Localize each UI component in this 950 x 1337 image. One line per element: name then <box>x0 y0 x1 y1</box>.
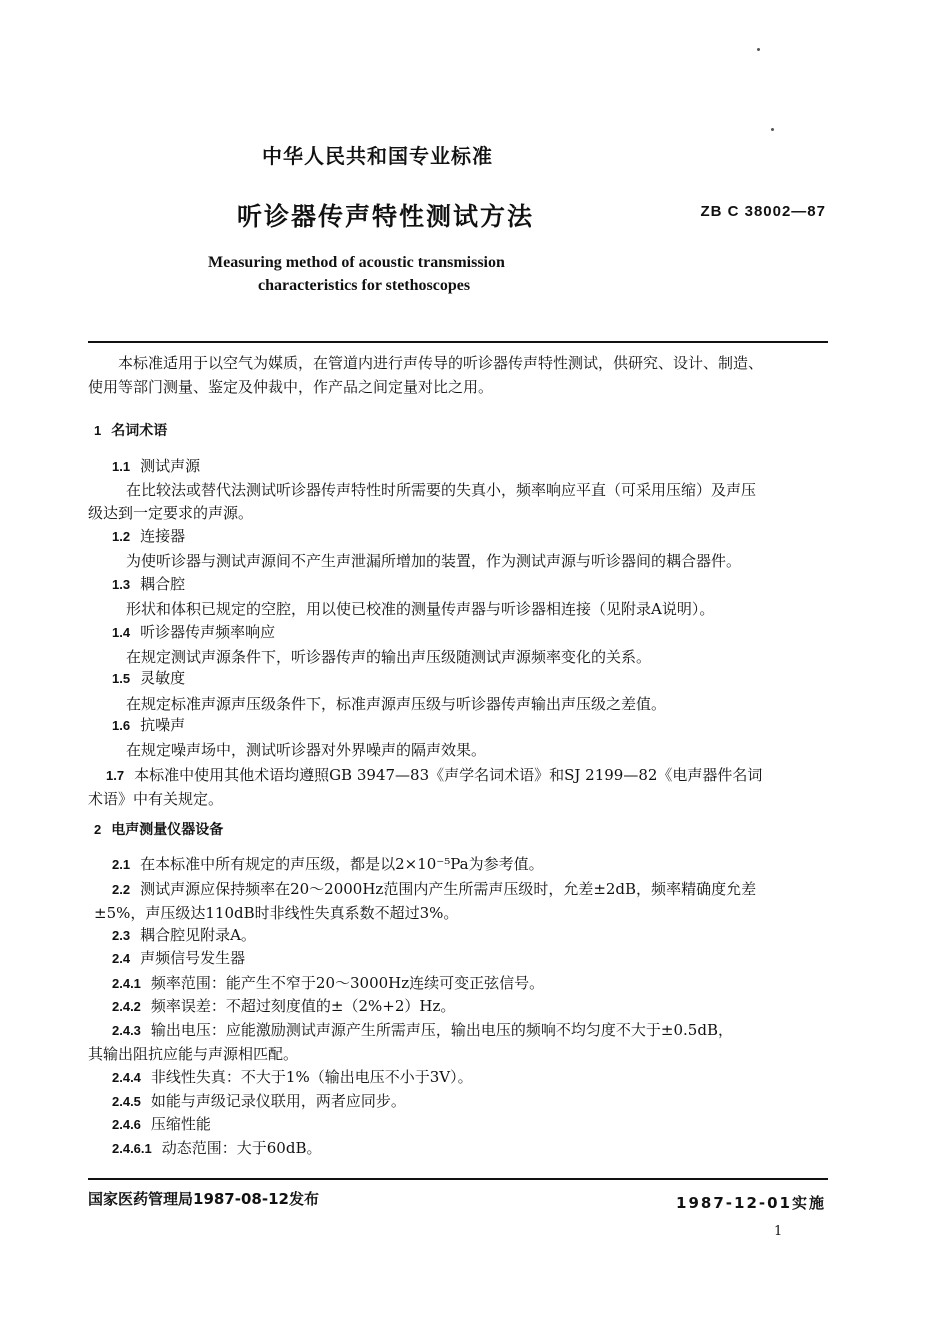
clause-number: 2.4.4 <box>112 1070 141 1085</box>
clause-number: 2.4.1 <box>112 976 141 991</box>
clause-1-2-text1: 为使听诊器与测试声源间不产生声泄漏所增加的装置，作为测试声源与听诊器间的耦合器件。 <box>126 552 742 570</box>
clause-number: 2.4 <box>112 951 131 966</box>
clause-2-4-6 <box>112 1113 211 1134</box>
issuing-country-standard: 中华人民共和国专业标准 <box>262 144 493 168</box>
clause-1-5-text1: 在规定标准声源声压级条件下，标准声源声压级与听诊器传声输出声压级之差值。 <box>126 695 667 713</box>
clause-number: 2.4.6.1 <box>112 1141 152 1156</box>
clause-1-7 <box>106 764 762 785</box>
clause-2-4-1 <box>112 972 544 993</box>
clause-1-6 <box>112 714 185 735</box>
standard-code: ZB C 38002—87 <box>700 203 826 220</box>
clause-number: 2.4.2 <box>112 999 141 1014</box>
clause-number: 1.6 <box>112 718 131 733</box>
clause-2-4-3-text2: 其输出阻抗应能与声源相匹配。 <box>88 1045 299 1063</box>
section-2-heading <box>94 819 223 839</box>
clause-text: 声频信号发生器 <box>140 949 246 967</box>
clause-text: 输出电压：应能激励测试声源产生所需声压，输出电压的频响不均匀度不大于±0.5dB， <box>150 1021 733 1039</box>
clause-text: 耦合腔见附录A。 <box>140 926 256 944</box>
clause-number: 2.2 <box>112 882 131 897</box>
section-title: 电声测量仪器设备 <box>111 822 224 838</box>
clause-text: 压缩性能 <box>150 1115 211 1133</box>
clause-1-7-text2: 术语》中有关规定。 <box>88 790 224 808</box>
clause-text: 测试声源应保持频率在20～2000Hz范围内产生所需声压级时，允差±2dB，频率精确度允差 <box>140 880 757 898</box>
clause-text: 本标准中使用其他术语均遵照GB 3947—83《声学名词术语》和SJ 2199—82《电声器件名词 <box>134 766 763 784</box>
clause-2-2-text2: ±5%，声压级达110dB时非线性失真系数不超过3%。 <box>94 904 459 922</box>
clause-number: 2.4.6 <box>112 1117 141 1132</box>
document-title: 听诊器传声特性测试方法 <box>237 202 535 231</box>
clause-title: 灵敏度 <box>140 669 186 687</box>
clause-number: 1.1 <box>112 459 131 474</box>
clause-number: 1.5 <box>112 671 131 686</box>
clause-1-4-text1: 在规定测试声源条件下，听诊器传声的输出声压级随测试声源频率变化的关系。 <box>126 648 652 666</box>
clause-text: 动态范围：大于60dB。 <box>161 1139 322 1157</box>
clause-text: 在本标准中所有规定的声压级，都是以2×10⁻⁵Pa为参考值。 <box>140 855 544 873</box>
clause-text: 如能与声级记录仪联用，两者应同步。 <box>150 1092 406 1110</box>
effective-date: 1987-12-01实施 <box>676 1194 826 1212</box>
clause-2-4-3 <box>112 1019 733 1040</box>
section-title: 名词术语 <box>111 423 168 439</box>
clause-1-3 <box>112 573 185 594</box>
clause-number: 2.1 <box>112 857 131 872</box>
clause-2-2 <box>112 878 756 899</box>
clause-number: 2.4.5 <box>112 1094 141 1109</box>
clause-2-4-6-1 <box>112 1137 321 1158</box>
clause-2-1 <box>112 853 544 874</box>
clause-number: 2.3 <box>112 928 131 943</box>
issue-date: 国家医药管理局1987-08-12发布 <box>88 1190 319 1208</box>
clause-title: 抗噪声 <box>140 716 186 734</box>
clause-2-3 <box>112 924 256 945</box>
clause-number: 2.4.3 <box>112 1023 141 1038</box>
clause-1-2 <box>112 525 185 546</box>
clause-1-6-text1: 在规定噪声场中，测试听诊器对外界噪声的隔声效果。 <box>126 741 487 759</box>
section-number: 1 <box>94 423 102 438</box>
section-number: 2 <box>94 822 102 837</box>
section-1-heading <box>94 420 167 440</box>
clause-1-1-text1: 在比较法或替代法测试听诊器传声特性时所需要的失真小，频率响应平直（可采用压缩）及声压 <box>126 481 757 499</box>
clause-text: 频率误差：不超过刻度值的±（2%+2）Hz。 <box>150 997 456 1015</box>
intro-line1: 本标准适用于以空气为媒质，在管道内进行声传导的听诊器传声特性测试，供研究、设计、制造、 <box>118 354 764 372</box>
clause-1-1 <box>112 455 200 476</box>
english-title-line1: Measuring method of acoustic transmission <box>208 254 505 271</box>
clause-2-4-4 <box>112 1066 473 1087</box>
clause-1-1-text2: 级达到一定要求的声源。 <box>88 504 254 522</box>
clause-text: 非线性失真：不大于1%（输出电压不小于3V）。 <box>150 1068 473 1086</box>
clause-number: 1.2 <box>112 529 131 544</box>
clause-title: 听诊器传声频率响应 <box>140 623 276 641</box>
clause-text: 频率范围：能产生不窄于20～3000Hz连续可变正弦信号。 <box>150 974 545 992</box>
clause-title: 测试声源 <box>140 457 201 475</box>
clause-1-4 <box>112 621 275 642</box>
clause-number: 1.4 <box>112 625 131 640</box>
clause-1-5 <box>112 667 185 688</box>
english-title-line2: characteristics for stethoscopes <box>258 277 471 294</box>
clause-2-4 <box>112 947 245 968</box>
intro-line2: 使用等部门测量、鉴定及仲裁中，作产品之间定量对比之用。 <box>88 378 494 396</box>
clause-1-3-text1: 形状和体积已规定的空腔，用以使已校准的测量传声器与听诊器相连接（见附录A说明）。 <box>126 600 715 618</box>
footer-divider <box>88 1178 828 1180</box>
clause-number: 1.7 <box>106 768 125 783</box>
page-number: 1 <box>774 1224 783 1239</box>
clause-title: 连接器 <box>140 527 186 545</box>
clause-title: 耦合腔 <box>140 575 186 593</box>
clause-2-4-5 <box>112 1090 406 1111</box>
header-divider <box>88 341 828 343</box>
clause-2-4-2 <box>112 995 455 1016</box>
clause-number: 1.3 <box>112 577 131 592</box>
